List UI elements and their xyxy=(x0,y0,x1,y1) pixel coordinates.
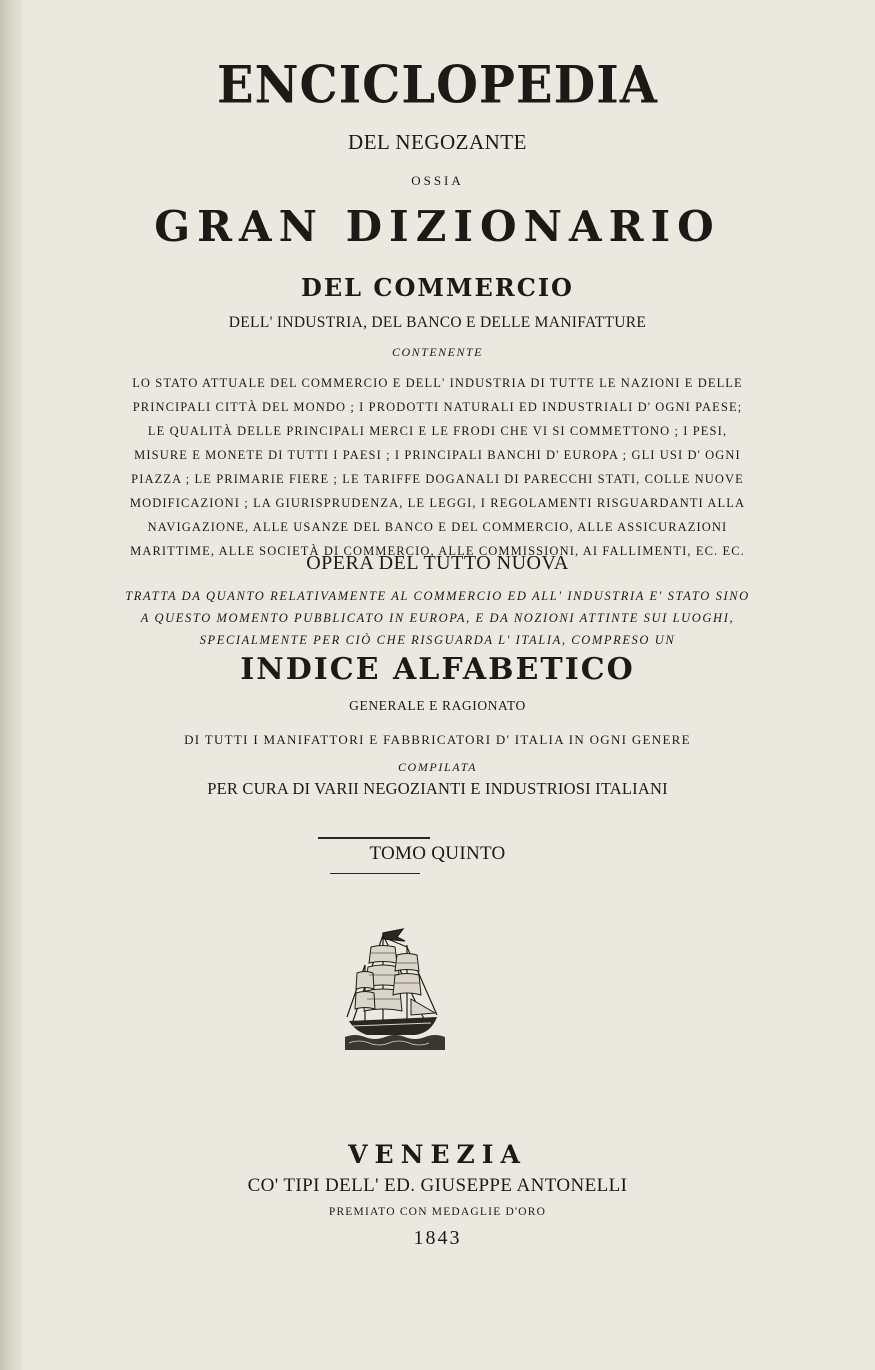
tratta-line: TRATTA DA QUANTO RELATIVAMENTE AL COMMERCIO ED ALL' INDUSTRIA E' STATO SINO xyxy=(125,589,750,603)
contents-line: MISURE E MONETE DI TUTTI I PAESI ; I PRINCIPALI BANCHI D' EUROPA ; GLI USI D' OGNI xyxy=(134,448,741,462)
contents-line: NAVIGAZIONE, ALLE USANZE DEL BANCO E DEL COMMERCIO, ALLE ASSICURAZIONI xyxy=(147,520,728,534)
generale-label: GENERALE E RAGIONATO xyxy=(349,698,526,713)
year-label: 1843 xyxy=(413,1227,462,1249)
tratta-line: A QUESTO MOMENTO PUBBLICATO IN EUROPA, E DA NOZIONI ATTINTE SUI LUOGHI, xyxy=(140,611,735,625)
contents-paragraph xyxy=(0,371,875,563)
del-commercio-heading: DEL COMMERCIO xyxy=(301,273,574,302)
ossia-label: OSSIA xyxy=(411,173,464,188)
premiato-line: PREMIATO CON MEDAGLIE D'ORO xyxy=(328,1206,547,1218)
contents-line: LO STATO ATTUALE DEL COMMERCIO E DELL' INDUSTRIA DI TUTTE LE NAZIONI E DELLE xyxy=(132,376,743,390)
tratta-line: SPECIALMENTE PER CIÒ CHE RISGUARDA L' ITALIA, COMPRESO UN xyxy=(199,633,676,647)
contents-line: MARITTIME, ALLE SOCIETÀ DI COMMERCIO, ALLE COMMISSIONI, AI FALLIMENTI, EC. EC. xyxy=(130,544,745,558)
indice-heading: INDICE ALFABETICO xyxy=(240,652,635,687)
industry-line: DELL' INDUSTRIA, DEL BANCO E DELLE MANIFATTURE xyxy=(228,314,647,331)
divider-top xyxy=(318,837,430,839)
contenente-label: CONTENENTE xyxy=(391,345,484,359)
compilata-label: COMPILATA xyxy=(397,760,478,774)
sailing-ship-icon xyxy=(345,925,445,1050)
divider-bottom xyxy=(330,873,420,874)
opera-heading: OPERA DEL TUTTO NUOVA xyxy=(306,552,569,574)
contents-line: LE QUALITÀ DELLE PRINCIPALI MERCI E LE FRODI CHE VI SI COMMETTONO ; I PESI, xyxy=(147,424,728,438)
subtitle-line: DEL NEGOZANTE xyxy=(348,130,527,154)
contents-line: PRINCIPALI CITTÀ DEL MONDO ; I PRODOTTI NATURALI ED INDUSTRIALI D' OGNI PAESE; xyxy=(132,400,743,414)
tomo-label: TOMO QUINTO xyxy=(369,843,506,864)
main-title: GRAN DIZIONARIO xyxy=(154,202,721,251)
tratta-paragraph xyxy=(0,585,875,651)
per-cura-line: PER CURA DI VARII NEGOZIANTI E INDUSTRIOSI ITALIANI xyxy=(207,779,668,798)
manifattori-line: DI TUTTI I MANIFATTORI E FABBRICATORI D' ITALIA IN OGNI GENERE xyxy=(184,732,691,747)
title: ENCICLOPEDIA xyxy=(217,55,658,116)
contents-line: MODIFICAZIONI ; LA GIURISPRUDENZA, LE LEGGI, I REGOLAMENTI RISGUARDANTI ALLA xyxy=(129,496,746,510)
publisher-line: CO' TIPI DELL' ED. GIUSEPPE ANTONELLI xyxy=(247,1175,628,1196)
contents-line: PIAZZA ; LE PRIMARIE FIERE ; LE TARIFFE DOGANALI DI PARECCHI STATI, COLLE NUOVE xyxy=(131,472,744,486)
city-label: VENEZIA xyxy=(348,1140,527,1169)
